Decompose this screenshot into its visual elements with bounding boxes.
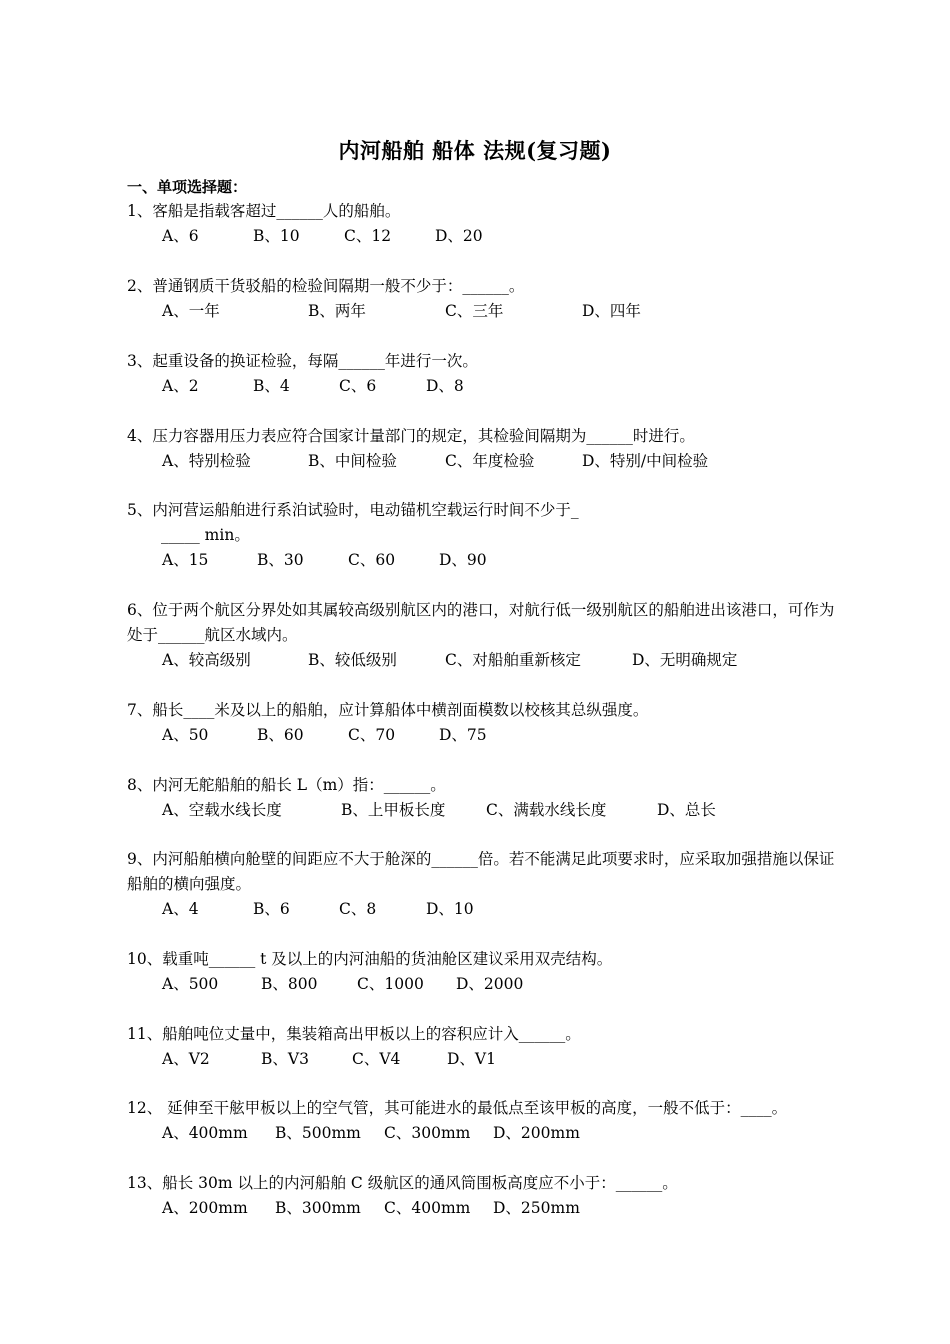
option-c: C、对船舶重新核定 <box>445 651 581 669</box>
question-stem-continuation: _____ min。 <box>161 526 250 544</box>
question-stem: 4、压力容器用压力表应符合国家计量部门的规定，其检验间隔期为______时进行。 <box>127 427 695 445</box>
option-a: A、15 <box>162 551 209 569</box>
option-d: D、2000 <box>456 975 524 993</box>
options-row <box>127 224 847 249</box>
document-title: 内河船舶 船体 法规(复习题) <box>338 138 612 163</box>
question-9 <box>127 847 843 922</box>
question-6 <box>127 598 843 673</box>
question-5 <box>127 498 847 573</box>
options-row <box>127 648 843 673</box>
section-heading: 一、单项选择题： <box>127 178 248 196</box>
options-row <box>127 897 843 922</box>
option-c: C、年度检验 <box>445 452 535 470</box>
option-a: A、空载水线长度 <box>162 801 282 819</box>
option-c: C、满载水线长度 <box>486 801 607 819</box>
option-b: B、V3 <box>261 1050 309 1068</box>
option-d: D、200mm <box>493 1124 580 1142</box>
question-stem: 2、普通钢质干货驳船的检验间隔期一般不少于：______。 <box>127 277 525 295</box>
question-13 <box>127 1171 847 1221</box>
option-d: D、20 <box>435 227 483 245</box>
option-a: A、400mm <box>162 1124 248 1142</box>
question-7 <box>127 698 847 748</box>
option-b: B、60 <box>257 726 304 744</box>
option-d: D、无明确规定 <box>632 651 738 669</box>
question-2 <box>127 274 847 324</box>
option-b: B、10 <box>253 227 300 245</box>
options-row <box>127 972 847 997</box>
option-a: A、4 <box>162 900 199 918</box>
question-stem: 5、内河营运船舶进行系泊试验时，电动锚机空载运行时间不少于_ <box>127 501 579 519</box>
question-stem: 8、内河无舵船舶的船长 L（m）指：______。 <box>127 776 446 794</box>
option-b: B、30 <box>257 551 304 569</box>
option-d: D、特别/中间检验 <box>582 452 709 470</box>
question-stem: 3、起重设备的换证检验，每隔______年进行一次。 <box>127 352 478 370</box>
option-a: A、特别检验 <box>162 452 251 470</box>
question-12 <box>127 1096 847 1146</box>
option-c: C、400mm <box>384 1199 471 1217</box>
option-a: A、一年 <box>162 302 220 320</box>
question-stem: 12、 延伸至干舷甲板以上的空气管，其可能进水的最低点至该甲板的高度，一般不低于：____。 <box>127 1099 788 1117</box>
options-row <box>127 1196 847 1221</box>
options-row <box>127 723 847 748</box>
option-c: C、8 <box>339 900 377 918</box>
option-a: A、V2 <box>162 1050 210 1068</box>
question-11 <box>127 1022 847 1072</box>
question-stem: 10、载重吨______ t 及以上的内河油船的货油舱区建议采用双壳结构。 <box>127 950 613 968</box>
option-b: B、800 <box>261 975 318 993</box>
option-d: D、90 <box>439 551 487 569</box>
options-row <box>127 1121 847 1146</box>
option-c: C、12 <box>344 227 392 245</box>
option-b: B、较低级别 <box>308 651 397 669</box>
option-b: B、中间检验 <box>308 452 397 470</box>
question-stem: 13、船长 30m 以上的内河船舶 C 级航区的通风筒围板高度应不小于：______。 <box>127 1174 678 1192</box>
option-c: C、1000 <box>357 975 424 993</box>
option-a: A、500 <box>162 975 219 993</box>
option-d: D、10 <box>426 900 474 918</box>
options-row <box>127 798 847 823</box>
option-c: C、6 <box>339 377 377 395</box>
option-b: B、上甲板长度 <box>341 801 446 819</box>
option-a: A、6 <box>162 227 199 245</box>
option-b: B、两年 <box>308 302 366 320</box>
question-stem: 7、船长____米及以上的船舶，应计算船体中横剖面模数以校核其总纵强度。 <box>127 701 649 719</box>
option-d: D、总长 <box>657 801 716 819</box>
question-stem: 11、船舶吨位丈量中，集装箱高出甲板以上的容积应计入______。 <box>127 1025 581 1043</box>
option-b: B、6 <box>253 900 290 918</box>
option-d: D、8 <box>426 377 464 395</box>
options-row <box>127 1047 847 1072</box>
question-stem: 1、客船是指载客超过______人的船舶。 <box>127 202 401 220</box>
question-10 <box>127 947 847 997</box>
option-b: B、4 <box>253 377 290 395</box>
question-4 <box>127 424 847 474</box>
option-c: C、300mm <box>384 1124 471 1142</box>
options-row <box>127 299 847 324</box>
options-row <box>127 449 847 474</box>
option-c: C、70 <box>348 726 396 744</box>
options-row <box>127 548 847 573</box>
options-row <box>127 374 847 399</box>
option-a: A、200mm <box>162 1199 248 1217</box>
question-1 <box>127 199 847 249</box>
option-a: A、2 <box>162 377 199 395</box>
question-stem: 9、内河船舶横向舱壁的间距应不大于舱深的______倍。若不能满足此项要求时，应采取加强措施以保证船舶的横向强度。 <box>127 850 835 893</box>
option-d: D、250mm <box>493 1199 580 1217</box>
option-a: A、50 <box>162 726 209 744</box>
option-b: B、500mm <box>275 1124 361 1142</box>
question-stem: 6、位于两个航区分界处如其属较高级别航区内的港口，对航行低一级别航区的船舶进出该港口，可作为处于______航区水域内。 <box>127 601 835 644</box>
option-a: A、较高级别 <box>162 651 251 669</box>
option-c: C、三年 <box>445 302 504 320</box>
option-d: D、V1 <box>447 1050 496 1068</box>
option-c: C、V4 <box>352 1050 401 1068</box>
option-c: C、60 <box>348 551 396 569</box>
option-b: B、300mm <box>275 1199 361 1217</box>
question-3 <box>127 349 847 399</box>
question-8 <box>127 773 847 823</box>
option-d: D、75 <box>439 726 487 744</box>
option-d: D、四年 <box>582 302 641 320</box>
